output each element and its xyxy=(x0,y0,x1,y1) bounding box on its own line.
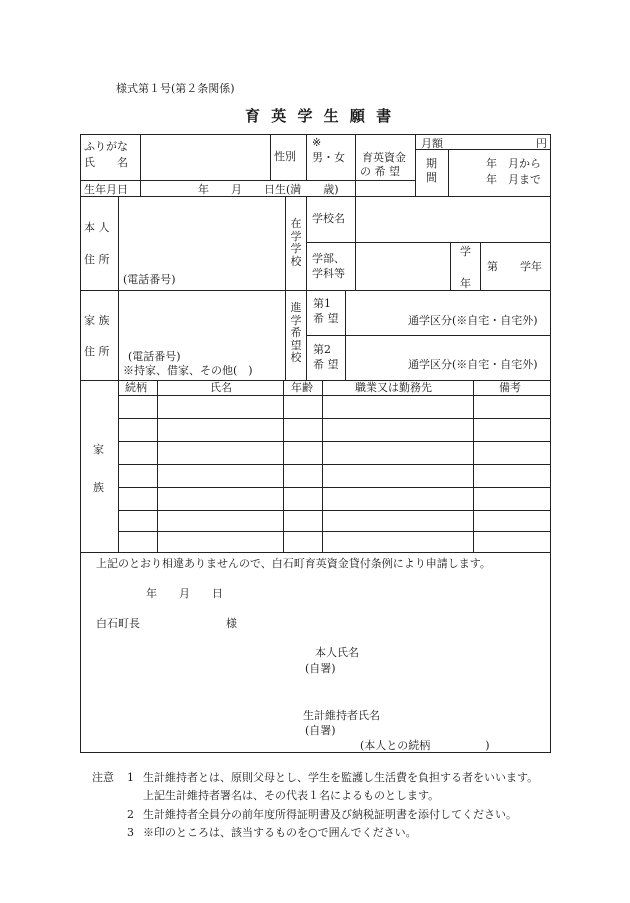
col-age: 年齢 xyxy=(291,381,313,394)
note-1-text: 生計維持者とは、原則父母とし、学生を監護し生活費を負担する者をいいます。 xyxy=(143,771,539,784)
family-address-label: 住 所 xyxy=(84,345,110,358)
applicant-sign-label: (自署) xyxy=(305,662,336,675)
address-label: 住 所 xyxy=(84,253,110,266)
declaration: 上記のとおり相違ありませんので、白石町育英資金貸付条例により申請します。 xyxy=(96,557,491,570)
monthly-amount-label: 月額 xyxy=(421,137,443,150)
note-2-number: 2 xyxy=(127,808,134,821)
self-label: 本 人 xyxy=(84,221,110,234)
col-relation: 続柄 xyxy=(125,381,147,394)
commute-1[interactable]: 通学区分(※自宅・自宅外) xyxy=(408,314,538,327)
note-2-text: 生計維持者全員分の前年度所得証明書及び納税証明書を添付してください。 xyxy=(143,808,517,821)
choice2-label: 第2 xyxy=(313,343,331,356)
guardian-sign-label: (自署) xyxy=(305,724,336,737)
note-1-number: 1 xyxy=(127,771,134,784)
scholarship-label-2: の 希 望 xyxy=(360,165,400,178)
school-name-label: 学校名 xyxy=(312,212,345,225)
date-line: 年 月 日 xyxy=(146,587,223,600)
period-label: 期 xyxy=(426,157,437,170)
mayor-label: 白石町長 xyxy=(96,617,140,630)
faculty-label-2: 学科等 xyxy=(312,267,345,280)
birthdate-label: 生年月日 xyxy=(84,183,128,196)
guardian-name-label: 生計維持者氏名 xyxy=(303,709,380,722)
grade-label-2: 年 xyxy=(460,277,471,290)
gender-label: 性別 xyxy=(274,150,296,163)
family-phone-label: (電話番号) xyxy=(128,350,181,363)
choice2-label-2: 希 望 xyxy=(313,358,339,371)
relation-to-self: (本人との続柄 ) xyxy=(360,739,490,752)
col-note: 備考 xyxy=(499,381,521,394)
period-to: 年 月まで xyxy=(486,173,541,186)
form-title: 育 英 学 生 願 書 xyxy=(245,107,395,125)
note-3-number: 3 xyxy=(127,826,134,839)
col-name: 氏名 xyxy=(210,381,232,394)
gender-options[interactable]: 男・女 xyxy=(312,151,345,164)
furigana-label: ふりがな xyxy=(84,140,128,153)
faculty-label: 学部、 xyxy=(312,252,345,265)
enrolled-school-label: 在学学校 xyxy=(290,217,302,268)
family-label: 家 族 xyxy=(84,314,110,327)
birthdate-format: 年 月 日生(満 歳) xyxy=(198,183,339,196)
yen-label: 円 xyxy=(536,137,547,150)
choice1-label-2: 希 望 xyxy=(313,312,339,325)
note-3-text: ※印のところは、該当するものを○で囲んでください。 xyxy=(143,826,417,839)
choice1-label: 第1 xyxy=(313,297,331,310)
housing-options[interactable]: ※持家、借家、その他( ) xyxy=(123,364,253,377)
grade-label: 学 xyxy=(460,245,471,258)
family-side-label-2: 族 xyxy=(93,481,104,494)
family-side-label: 家 xyxy=(93,443,104,456)
sama-label: 様 xyxy=(226,617,237,630)
desired-school-label: 進学希望校 xyxy=(290,301,302,364)
phone-label: (電話番号) xyxy=(123,273,176,286)
grade-value: 第 学年 xyxy=(487,260,542,273)
note-1-text-2: 上記生計維持者署名は、その代表１名によるものとします。 xyxy=(143,789,440,802)
name-label: 氏 名 xyxy=(84,156,128,169)
name-field[interactable] xyxy=(145,148,265,168)
col-job: 職業又は勤務先 xyxy=(355,381,432,394)
scholarship-label: 育英資金 xyxy=(362,151,406,164)
period-label-2: 間 xyxy=(426,171,437,184)
notes-label: 注意 xyxy=(92,771,114,784)
period-from: 年 月から xyxy=(486,157,541,170)
style-number: 様式第１号(第２条関係) xyxy=(116,82,235,95)
commute-2[interactable]: 通学区分(※自宅・自宅外) xyxy=(408,358,538,371)
gender-mark: ※ xyxy=(312,136,322,149)
applicant-name-label: 本人氏名 xyxy=(315,646,359,659)
